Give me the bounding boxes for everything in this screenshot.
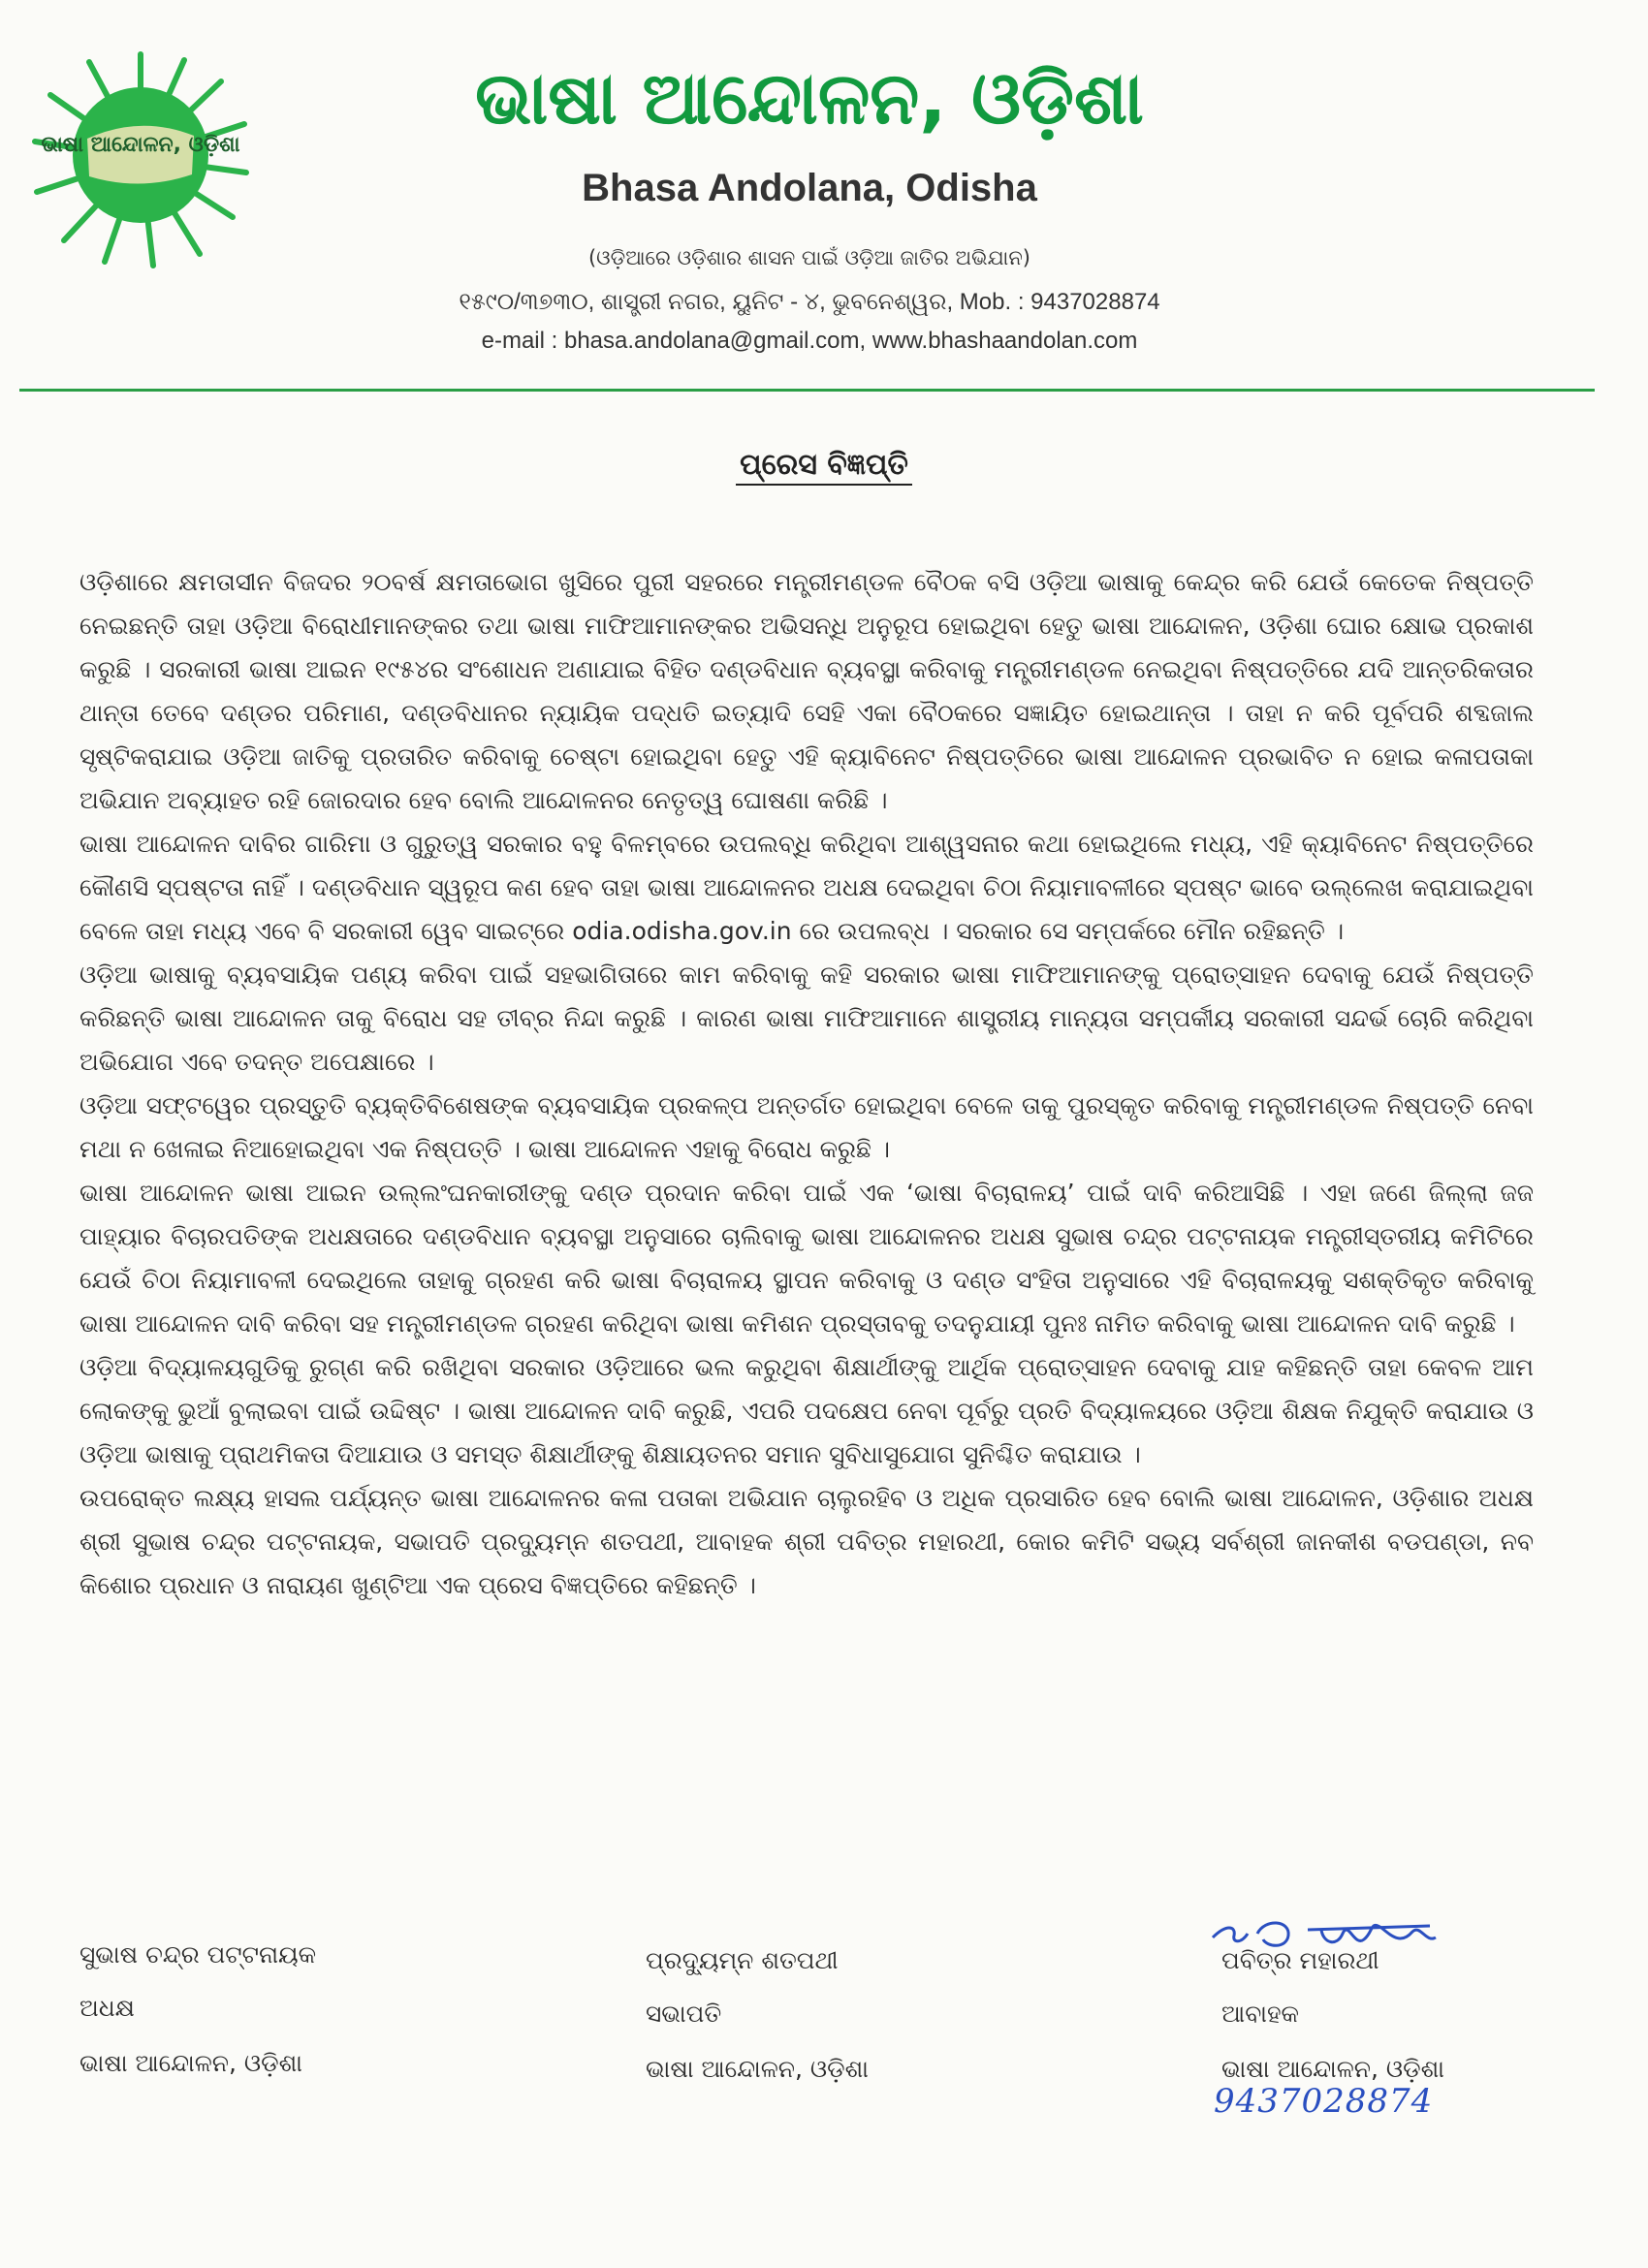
paragraph: ଓଡ଼ିଆ ସଫ୍ଟୱେର ପ୍ରସ୍ତୁତି ବ୍ୟକ୍ତିବିଶେଷଙ୍କ ବ୍ୟବସାୟିକ ପ୍ରକଳ୍ପ ଅନ୍ତର୍ଗତ ହୋଇଥିବା ବେଳେ ତାକୁ ପୁରସ୍କୃତ କରିବାକୁ ମନ୍ତ୍ରୀମଣ୍ଡଳ ନିଷ୍ପତ୍ତି ନେବା ମଥା ନ ଖେଳାଇ ନିଆହୋଇଥିବା ଏକ ନିଷ୍ପତ୍ତି । ଭାଷା ଆନ୍ଦୋଳନ ଏହାକୁ ବିରୋଧ କରୁଛି । [79,1091,1534,1163]
organization-tagline: (ଓଡ଼ିଆରେ ଓଡ଼ିଶାର ଶାସନ ପାଇଁ ଓଡ଼ିଆ ଜାତିର ଅଭିଯାନ) [587,246,1030,269]
signatory-organization: ଭାଷା ଆନ୍ଦୋଳନ, ଓଡ଼ିଶା [79,2049,302,2077]
paragraph: ଉପରୋକ୍ତ ଲକ୍ଷ୍ୟ ହାସଲ ପର୍ଯ୍ୟନ୍ତ ଭାଷା ଆନ୍ଦୋଳନର କଳା ପତାକା ଅଭିଯାନ ଚାଲୁରହିବ ଓ ଅଧିକ ପ୍ରସାରିତ ହେବ ବୋଲି ଭାଷା ଆନ୍ଦୋଳନ, ଓଡ଼ିଶାର ଅଧକ୍ଷ ଶ୍ରୀ ସୁଭାଷ ଚନ୍ଦ୍ର ପଟ୍ଟନାୟକ, ସଭାପତି ପ୍ରଦ୍ୟୁମ୍ନ ଶତପଥୀ, ଆବାହକ ଶ୍ରୀ ପବିତ୍ର ମହାରଥୀ, କୋର କମିଟି ସଭ୍ୟ ସର୍ବଶ୍ରୀ ଜାନକୀଶ ବଡପଣ୍ଡା, ନବ କିଶୋର ପ୍ରଧାନ ଓ ନାରାୟଣ ଖୁଣ୍ଟିଆ ଏକ ପ୍ରେସ ବିଜ୍ଞପ୍ତିରେ କହିଛନ୍ତି । [79,1484,1534,1599]
signatory-president [79,1940,487,2115]
press-release-body [79,560,1534,1607]
signatory-name: ପବିତ୍ର ମହାରଥୀ [1221,1946,1379,1974]
letterhead [0,0,1648,397]
signatory-role: ସଭାପତି [646,2000,722,2028]
organization-contact: e-mail : bhasa.andolana@gmail.com, www.bhashaandolan.com [481,328,1138,354]
document-title-text: ପ୍ରେସ ବିଜ୍ଞପ୍ତି [736,448,912,486]
signatory-role: ଅଧକ୍ଷ [79,1994,135,2022]
signatory-chairman [646,1946,1053,2121]
signatory-name: ସୁଭାଷ ଚନ୍ଦ୍ର ପଟ୍ଟନାୟକ [79,1940,317,1969]
logo-text: ଭାଷା ଆନ୍ଦୋଳନ, ଓଡ଼ିଶା [41,133,240,157]
paragraph: ଭାଷା ଆନ୍ଦୋଳନ ଭାଷା ଆଇନ ଉଲ୍ଲଂଘନକାରୀଙ୍କୁ ଦଣ୍ଡ ପ୍ରଦାନ କରିବା ପାଇଁ ଏକ ‘ଭାଷା ବିଚାରାଳୟ’ ପାଇଁ ଦାବି କରିଆସିଛି । ଏହା ଜଣେ ଜିଲ୍ଲା ଜଜ ପାହ୍ୟାର ବିଚାରପତିଙ୍କ ଅଧକ୍ଷତାରେ ଦଣ୍ଡବିଧାନ ବ୍ୟବସ୍ଥା ଅନୁସାରେ ଚାଲିବାକୁ ଭାଷା ଆନ୍ଦୋଳନର ଅଧକ୍ଷ ସୁଭାଷ ଚନ୍ଦ୍ର ପଟ୍ଟନାୟକ ମନ୍ତ୍ରୀସ୍ତରୀୟ କମିଟିରେ ଯେଉଁ ଚିଠା ନିୟାମାବଳୀ ଦେଇଥିଲେ ତାହାକୁ ଗ୍ରହଣ କରି ଭାଷା ବିଚାରାଳୟ ସ୍ଥାପନ କରିବାକୁ ଓ ଦଣ୍ଡ ସଂହିତା ଅନୁସାରେ ଏହି ବିଚାରାଳୟକୁ ସଶକ୍ତିକୃତ କରିବାକୁ ଭାଷା ଆନ୍ଦୋଳନ ଦାବି କରିବା ସହ ମନ୍ତ୍ରୀମଣ୍ଡଳ ଗ୍ରହଣ କରିଥିବା ଭାଷା କମିଶନ ପ୍ରସ୍ତାବକୁ ତଦନୁଯାୟୀ ପୁନଃ ନାମିତ କରିବାକୁ ଭାଷା ଆନ୍ଦୋଳନ ଦାବି କରୁଛି । [79,1179,1534,1338]
signatory-organization: ଭାଷା ଆନ୍ଦୋଳନ, ଓଡ଼ିଶା [646,2055,869,2083]
signatory-organization: ଭାଷା ଆନ୍ଦୋଳନ, ଓଡ଼ିଶା [1221,2055,1444,2083]
paragraph: ଓଡ଼ିଆ ଭାଷାକୁ ବ୍ୟବସାୟିକ ପଣ୍ୟ କରିବା ପାଇଁ ସହଭାଗିତାରେ କାମ କରିବାକୁ କହି ସରକାର ଭାଷା ମାଫିଆମାନଙ୍କୁ ପ୍ରୋତ୍ସାହନ ଦେବାକୁ ଯେଉଁ ନିଷ୍ପତ୍ତି କରିଛନ୍ତି ଭାଷା ଆନ୍ଦୋଳନ ତାକୁ ବିରୋଧ ସହ ତୀବ୍ର ନିନ୍ଦା କରୁଛି । କାରଣ ଭାଷା ମାଫିଆମାନେ ଶାସ୍ତ୍ରୀୟ ମାନ୍ୟତା ସମ୍ପର୍କୀୟ ସରକାରୀ ସନ୍ଦର୍ଭ ଚୋରି କରିଥିବା ଅଭିଯୋଗ ଏବେ ତଦନ୍ତ ଅପେକ୍ଷାରେ । [79,961,1534,1076]
handwritten-phone-number: 9437028874 [1214,2082,1434,2121]
organization-name-odia: ଭାଷା ଆନ୍ଦୋଳନ, ଓଡ଼ିଶା [475,57,1144,141]
paragraph: ଓଡ଼ିଆ ବିଦ୍ୟାଳୟଗୁଡିକୁ ରୁଗ୍ଣ କରି ରଖିଥିବା ସରକାର ଓଡ଼ିଆରେ ଭଲ କରୁଥିବା ଶିକ୍ଷାର୍ଥୀଙ୍କୁ ଆର୍ଥିକ ପ୍ରୋତ୍ସାହନ ଦେବାକୁ ଯାହ କହିଛନ୍ତି ତାହା କେବଳ ଆମ ଲୋକଙ୍କୁ ଭୁଆଁ ବୁଲାଇବା ପାଇଁ ଉଦ୍ଦିଷ୍ଟ । ଭାଷା ଆନ୍ଦୋଳନ ଦାବି କରୁଛି, ଏପରି ପଦକ୍ଷେପ ନେବା ପୂର୍ବରୁ ପ୍ରତି ବିଦ୍ୟାଳୟରେ ଓଡ଼ିଆ ଶିକ୍ଷକ ନିଯୁକ୍ତି କରାଯାଉ ଓ ଓଡ଼ିଆ ଭାଷାକୁ ପ୍ରାଥମିକତା ଦିଆଯାଉ ଓ ସମସ୍ତ ଶିକ୍ଷାର୍ଥୀଙ୍କୁ ଶିକ୍ଷାୟତନର ସମାନ ସୁବିଧାସୁଯୋଗ ସୁନିଶ୍ଚିତ କରାଯାଉ । [79,1353,1534,1468]
paragraph: ଭାଷା ଆନ୍ଦୋଳନ ଦାବିର ଗାରିମା ଓ ଗୁରୁତ୍ୱ ସରକାର ବହୁ ବିଳମ୍ବରେ ଉପଲବ୍ଧି କରିଥିବା ଆଶ୍ୱସନାର କଥା ହୋଇଥିଲେ ମଧ୍ୟ, ଏହି କ୍ୟାବିନେଟ ନିଷ୍ପତ୍ତିରେ କୌଣସି ସ୍ପଷ୍ଟତା ନାହିଁ । ଦଣ୍ଡବିଧାନ ସ୍ୱରୂପ କଣ ହେବ ତାହା ଭାଷା ଆନ୍ଦୋଳନର ଅଧକ୍ଷ ଦେଇଥିବା ଚିଠା ନିୟାମାବଳୀରେ ସ୍ପଷ୍ଟ ଭାବେ ଉଲ୍ଲେଖ କରାଯାଇଥିବା ବେଳେ ତାହା ମଧ୍ୟ ଏବେ ବି ସରକାରୀ ୱେବ ସାଇଟ୍‌ରେ odia.odisha.gov.in ରେ ଉପଲବ୍ଧ । ସରକାର ସେ ସମ୍ପର୍କରେ ମୌନ ରହିଛନ୍ତି । [79,830,1534,945]
signatory-role: ଆବାହକ [1221,2000,1300,2028]
organization-name-english: Bhasa Andolana, Odisha [582,167,1037,209]
paragraph: ଓଡ଼ିଶାରେ କ୍ଷମତାସୀନ ବିଜଦର ୨୦ବର୍ଷ କ୍ଷମତାଭୋଗ ଖୁସିରେ ପୁରୀ ସହରରେ ମନ୍ତ୍ରୀମଣ୍ଡଳ ବୈଠକ ବସି ଓଡ଼ିଆ ଭାଷାକୁ କେନ୍ଦ୍ର କରି ଯେଉଁ କେତେକ ନିଷ୍ପତ୍ତି ନେଇଛନ୍ତି ତାହା ଓଡ଼ିଆ ବିରୋଧୀମାନଙ୍କର ତଥା ଭାଷା ମାଫିଆମାନଙ୍କର ଅଭିସନ୍ଧି ଅନୁରୂପ ହୋଇଥିବା ହେତୁ ଭାଷା ଆନ୍ଦୋଳନ, ଓଡ଼ିଶା ଘୋର କ୍ଷୋଭ ପ୍ରକାଶ କରୁଛି । ସରକାରୀ ଭାଷା ଆଇନ ୧୯୫୪ର ସଂଶୋଧନ ଅଣାଯାଇ ବିହିତ ଦଣ୍ଡବିଧାନ ବ୍ୟବସ୍ଥା କରିବାକୁ ମନ୍ତ୍ରୀମଣ୍ଡଳ ନେଇଥିବା ନିଷ୍ପତ୍ତିରେ ଯଦି ଆନ୍ତରିକତାର ଥାନ୍ତା ତେବେ ଦଣ୍ଡର ପରିମାଣ, ଦଣ୍ଡବିଧାନର ନ୍ୟାୟିକ ପଦ୍ଧତି ଇତ୍ୟାଦି ସେହି ଏକା ବୈଠକରେ ସଜ୍ଞାୟିତ ହୋଇଥାନ୍ତା । ତାହା ନ କରି ପୂର୍ବପରି ଶବ୍ଦଜାଲ ସୃଷ୍ଟିକରାଯାଇ ଓଡ଼ିଆ ଜାତିକୁ ପ୍ରତାରିତ କରିବାକୁ ଚେଷ୍ଟା ହୋଇଥିବା ହେତୁ ଏହି କ୍ୟାବିନେଟ ନିଷ୍ପତ୍ତିରେ ଭାଷା ଆନ୍ଦୋଳନ ପ୍ରଭାବିତ ନ ହୋଇ କଳାପତାକା ଅଭିଯାନ ଅବ୍ୟାହତ ରହି ଜୋରଦାର ହେବ ବୋଲି ଆନ୍ଦୋଳନର ନେତୃତ୍ୱ ଘୋଷଣା କରିଛି । [79,568,1534,814]
organization-address: ୧୫୯୦/୩୭୩୦, ଶାସ୍ତ୍ରୀ ନଗର, ୟୁନିଟ - ୪, ଭୁବନେଶ୍ୱର, Mob. : 9437028874 [459,289,1160,315]
document-title [0,448,1648,482]
header-divider [19,389,1595,392]
signatory-name: ପ୍ରଦ୍ୟୁମ୍ନ ଶତପଥୀ [646,1946,839,1974]
organization-logo [29,47,252,269]
